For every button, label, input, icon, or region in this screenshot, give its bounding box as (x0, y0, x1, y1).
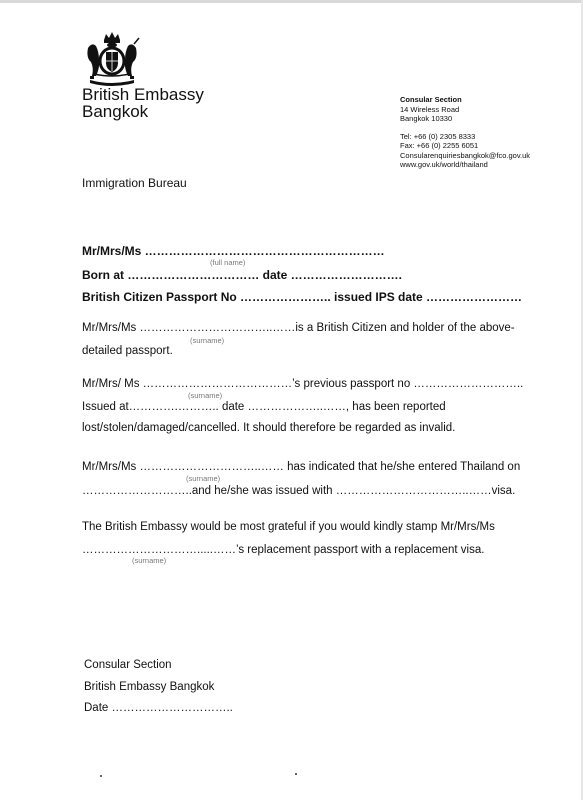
para3-line1: Mr/Mrs/Ms …………………………..…… has indicated that he/she entered Thailand on (82, 461, 521, 473)
para1-surname-label: (surname) (190, 336, 225, 345)
embassy-name-line1: British Embassy (82, 85, 204, 104)
address-fax: Fax: +66 (0) 2255 6051 (400, 141, 479, 150)
para4-line1: The British Embassy would be most grateful if you would kindly stamp Mr/Mrs/Ms (82, 521, 495, 533)
para4-line2: ………………………….....……’s replacement passport with a replacement visa. (82, 544, 485, 556)
para3-surname-label: (surname) (186, 474, 221, 483)
address-email: Consularenquiriesbangkok@fco.gov.uk (400, 150, 531, 160)
para1-line2: detailed passport. (82, 345, 173, 357)
scan-edge-top (0, 0, 583, 3)
para4-surname-label: (surname) (132, 556, 167, 565)
address-street: 14 Wireless Road (400, 104, 460, 114)
recipient: Immigration Bureau (82, 176, 187, 190)
royal-crest-icon (82, 30, 142, 86)
scan-speck (100, 775, 102, 777)
para2-surname-label: (surname) (188, 391, 223, 400)
full-name-label: (full name) (210, 258, 246, 267)
address-section: Consular Section (400, 95, 462, 104)
born-line: Born at …………………………… date ………………………. (82, 268, 403, 282)
address-city: Bangkok 10330 (400, 114, 453, 123)
address-block (400, 95, 530, 170)
address-web: www.gov.uk/world/thailand (400, 160, 488, 169)
para2-line1: Mr/Mrs/ Ms …………………………………’s previous passport no ……………………….. (82, 378, 524, 390)
passport-line: British Citizen Passport No ………………….. issued IPS date …………………… (82, 290, 523, 304)
signature-date-line: Date ………………………….. (84, 702, 233, 714)
embassy-name (82, 86, 204, 120)
name-line: Mr/Mrs/Ms …………………………………………………… (82, 244, 385, 258)
para3-line2: ………………………..and he/she was issued with ……………………………..……visa. (82, 485, 516, 497)
signature-embassy: British Embassy Bangkok (84, 681, 215, 693)
address-tel: Tel: +66 (0) 2305 8333 (400, 131, 476, 141)
scan-speck (295, 773, 297, 775)
para1-line1: Mr/Mrs/Ms ……………………………..……is a British Citizen and holder of the above- (82, 322, 515, 334)
para2-line2: Issued at………….……….. date ………………..……, has been reported (82, 401, 446, 413)
signature-section: Consular Section (84, 659, 172, 671)
embassy-name-line2: Bangkok (82, 102, 149, 121)
para2-line3: lost/stolen/damaged/cancelled. It should therefore be regarded as invalid. (82, 422, 456, 434)
